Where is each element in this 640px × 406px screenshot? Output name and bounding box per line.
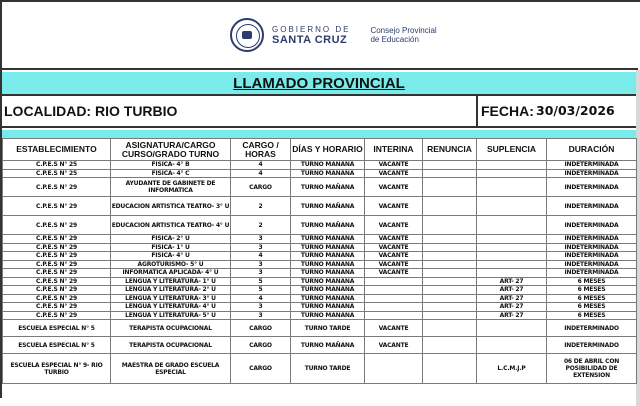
- table-row: [3, 320, 637, 337]
- cell-renuncia: [423, 303, 477, 312]
- cell-dias-horario: TURNO MAÑANA: [291, 294, 365, 303]
- table-row: [3, 286, 637, 295]
- cell-renuncia: [423, 311, 477, 320]
- cell-asignatura: FISICA- 1° U: [111, 243, 231, 252]
- cell-cargo-horas: 3: [231, 260, 291, 269]
- localidad-label: LOCALIDAD: RIO TURBIO: [4, 103, 178, 119]
- cell-asignatura: LENGUA Y LITERATURA- 2° U: [111, 286, 231, 295]
- cell-interina: VACANTE: [365, 235, 423, 244]
- cell-suplencia: ART- 27: [477, 303, 547, 312]
- cell-asignatura: EDUCACION ARTISTICA TEATRO- 3° U: [111, 197, 231, 216]
- cell-renuncia: [423, 337, 477, 354]
- cell-establecimiento: C.P.E.S N° 29: [3, 252, 111, 261]
- cell-asignatura: LENGUA Y LITERATURA- 4° U: [111, 303, 231, 312]
- cell-asignatura: MAESTRA DE GRADO ESCUELA ESPECIAL: [111, 354, 231, 384]
- logo-line-2: SANTA CRUZ: [272, 33, 348, 46]
- table-row: [3, 235, 637, 244]
- cell-establecimiento: C.P.E.S N° 29: [3, 277, 111, 286]
- cell-establecimiento: C.P.E.S N° 29: [3, 311, 111, 320]
- cell-interina: VACANTE: [365, 252, 423, 261]
- cell-suplencia: L.C.M.J.P: [477, 354, 547, 384]
- table-row: [3, 277, 637, 286]
- table-row: [3, 303, 637, 312]
- cell-suplencia: [477, 161, 547, 170]
- cell-renuncia: [423, 354, 477, 384]
- cell-establecimiento: ESCUELA ESPECIAL N° 5: [3, 337, 111, 354]
- cell-suplencia: [477, 260, 547, 269]
- cell-renuncia: [423, 161, 477, 170]
- spacer-band: [2, 130, 636, 138]
- cell-dias-horario: TURNO MAÑANA: [291, 178, 365, 197]
- cell-interina: VACANTE: [365, 161, 423, 170]
- col-header-establecimiento: ESTABLECIMIENTO: [3, 139, 111, 161]
- location-row: [2, 96, 636, 128]
- cell-cargo-horas: 4: [231, 294, 291, 303]
- provincial-seal-icon: [230, 18, 264, 52]
- cell-interina: [365, 354, 423, 384]
- col-header-suplencia: SUPLENCIA: [477, 139, 547, 161]
- cell-suplencia: [477, 243, 547, 252]
- cell-suplencia: [477, 235, 547, 244]
- cell-establecimiento: C.P.E.S N° 29: [3, 269, 111, 278]
- cell-dias-horario: TURNO MAÑANA: [291, 161, 365, 170]
- cell-dias-horario: TURNO MAÑANA: [291, 197, 365, 216]
- council-line-1: Consejo Provincial: [370, 26, 437, 35]
- cell-establecimiento: C.P.E.S N° 29: [3, 197, 111, 216]
- cell-duracion: 06 DE ABRIL CON POSIBILIDAD DE EXTENSION: [547, 354, 637, 384]
- cell-establecimiento: C.P.E.S N° 29: [3, 235, 111, 244]
- table-header-row: [3, 139, 637, 161]
- cell-interina: [365, 277, 423, 286]
- cell-cargo-horas: 2: [231, 197, 291, 216]
- cell-asignatura: EDUCACION ARTISTICA TEATRO- 4° U: [111, 216, 231, 235]
- table-row: [3, 269, 637, 278]
- cell-establecimiento: C.P.E.S N° 29: [3, 243, 111, 252]
- fecha-cell: [476, 96, 636, 126]
- table-row: [3, 260, 637, 269]
- cell-renuncia: [423, 320, 477, 337]
- cell-dias-horario: TURNO MAÑANA: [291, 235, 365, 244]
- cell-dias-horario: TURNO MAÑANA: [291, 311, 365, 320]
- cell-dias-horario: TURNO MAÑANA: [291, 260, 365, 269]
- cell-asignatura: TERAPISTA OCUPACIONAL: [111, 320, 231, 337]
- table-row: [3, 178, 637, 197]
- cell-asignatura: AGROTURISMO- 5° U: [111, 260, 231, 269]
- table-row: [3, 354, 637, 384]
- cell-establecimiento: ESCUELA ESPECIAL N° 9- RIO TURBIO: [3, 354, 111, 384]
- cell-interina: [365, 311, 423, 320]
- cell-duracion: 6 MESES: [547, 303, 637, 312]
- cell-dias-horario: TURNO MAÑANA: [291, 216, 365, 235]
- table-row: [3, 294, 637, 303]
- cell-renuncia: [423, 169, 477, 178]
- cell-renuncia: [423, 216, 477, 235]
- cell-duracion: INDETERMINADA: [547, 197, 637, 216]
- cell-duracion: INDETERMINADA: [547, 243, 637, 252]
- cell-duracion: INDETERMINADO: [547, 320, 637, 337]
- col-header-renuncia: RENUNCIA: [423, 139, 477, 161]
- table-row: [3, 337, 637, 354]
- fecha-label: FECHA:: [481, 103, 534, 119]
- cell-renuncia: [423, 286, 477, 295]
- cell-duracion: INDETERMINADA: [547, 178, 637, 197]
- cell-establecimiento: C.P.E.S N° 29: [3, 260, 111, 269]
- cell-interina: VACANTE: [365, 269, 423, 278]
- cell-asignatura: FISICA- 2° U: [111, 235, 231, 244]
- cell-suplencia: ART- 27: [477, 277, 547, 286]
- cell-dias-horario: TURNO TARDE: [291, 320, 365, 337]
- cell-duracion: 6 MESES: [547, 277, 637, 286]
- cell-duracion: INDETERMINADA: [547, 260, 637, 269]
- table-row: [3, 216, 637, 235]
- cell-cargo-horas: 4: [231, 161, 291, 170]
- cell-cargo-horas: 5: [231, 277, 291, 286]
- cell-establecimiento: C.P.E.S N° 29: [3, 178, 111, 197]
- cell-establecimiento: ESCUELA ESPECIAL N° 5: [3, 320, 111, 337]
- cell-suplencia: [477, 337, 547, 354]
- council-line-2: de Educación: [370, 35, 419, 44]
- cell-asignatura: INFORMATICA APLICADA- 4° U: [111, 269, 231, 278]
- cell-cargo-horas: 3: [231, 311, 291, 320]
- cell-renuncia: [423, 269, 477, 278]
- letterhead: [2, 2, 638, 70]
- cell-interina: VACANTE: [365, 216, 423, 235]
- cell-renuncia: [423, 197, 477, 216]
- cell-interina: VACANTE: [365, 337, 423, 354]
- fecha-value: 30/03/2026: [536, 103, 615, 118]
- cell-asignatura: AYUDANTE DE GABINETE DE INFORMATICA: [111, 178, 231, 197]
- cell-asignatura: FISICA- 4° B: [111, 161, 231, 170]
- cell-duracion: INDETERMINADA: [547, 161, 637, 170]
- logo: [230, 17, 437, 53]
- title-band: [2, 72, 636, 96]
- page-title: LLAMADO PROVINCIAL: [233, 75, 405, 92]
- cell-asignatura: LENGUA Y LITERATURA- 5° U: [111, 311, 231, 320]
- cell-cargo-horas: 3: [231, 235, 291, 244]
- cell-establecimiento: C.P.E.S N° 29: [3, 303, 111, 312]
- table-row: [3, 252, 637, 261]
- logo-line-1: GOBIERNO DE: [272, 24, 351, 34]
- cell-cargo-horas: CARGO: [231, 337, 291, 354]
- cell-suplencia: [477, 169, 547, 178]
- cell-asignatura: FISICA- 4° C: [111, 169, 231, 178]
- cell-dias-horario: TURNO MAÑANA: [291, 243, 365, 252]
- cell-establecimiento: C.P.E.S N° 29: [3, 286, 111, 295]
- table-row: [3, 197, 637, 216]
- cell-duracion: INDETERMINADA: [547, 252, 637, 261]
- cell-interina: [365, 294, 423, 303]
- cell-renuncia: [423, 294, 477, 303]
- col-header-dias-horario: DÍAS Y HORARIO: [291, 139, 365, 161]
- cell-cargo-horas: 5: [231, 286, 291, 295]
- cell-cargo-horas: CARGO: [231, 354, 291, 384]
- cell-cargo-horas: 3: [231, 269, 291, 278]
- cell-cargo-horas: 4: [231, 252, 291, 261]
- cell-suplencia: [477, 178, 547, 197]
- cell-dias-horario: TURNO MAÑANA: [291, 286, 365, 295]
- cell-renuncia: [423, 243, 477, 252]
- cell-dias-horario: TURNO MAÑANA: [291, 277, 365, 286]
- cell-interina: VACANTE: [365, 260, 423, 269]
- cell-asignatura: LENGUA Y LITERATURA- 3° U: [111, 294, 231, 303]
- cell-duracion: INDETERMINADA: [547, 216, 637, 235]
- table-row: [3, 311, 637, 320]
- cell-duracion: 6 MESES: [547, 311, 637, 320]
- cell-establecimiento: C.P.E.S N° 29: [3, 216, 111, 235]
- cell-dias-horario: TURNO TARDE: [291, 354, 365, 384]
- cell-interina: VACANTE: [365, 178, 423, 197]
- cell-renuncia: [423, 235, 477, 244]
- cell-suplencia: [477, 320, 547, 337]
- col-header-interina: INTERINA: [365, 139, 423, 161]
- cell-dias-horario: TURNO MAÑANA: [291, 169, 365, 178]
- cell-duracion: INDETERMINADA: [547, 269, 637, 278]
- cell-asignatura: TERAPISTA OCUPACIONAL: [111, 337, 231, 354]
- cell-asignatura: LENGUA Y LITERATURA- 1° U: [111, 277, 231, 286]
- cell-asignatura: FISICA- 4° U: [111, 252, 231, 261]
- cell-suplencia: ART- 27: [477, 286, 547, 295]
- government-name: [272, 25, 350, 46]
- cell-duracion: INDETERMINADO: [547, 337, 637, 354]
- cell-dias-horario: TURNO MAÑANA: [291, 252, 365, 261]
- cell-establecimiento: C.P.E.S N° 25: [3, 169, 111, 178]
- cell-interina: [365, 286, 423, 295]
- council-name: [370, 26, 436, 44]
- cell-cargo-horas: 4: [231, 169, 291, 178]
- cell-renuncia: [423, 252, 477, 261]
- cell-establecimiento: C.P.E.S N° 25: [3, 161, 111, 170]
- cell-interina: VACANTE: [365, 169, 423, 178]
- vacancies-table: [2, 138, 637, 384]
- cell-suplencia: [477, 269, 547, 278]
- cell-cargo-horas: 3: [231, 243, 291, 252]
- cell-cargo-horas: 2: [231, 216, 291, 235]
- cell-suplencia: [477, 197, 547, 216]
- cell-dias-horario: TURNO MAÑANA: [291, 337, 365, 354]
- cell-suplencia: [477, 252, 547, 261]
- cell-interina: [365, 303, 423, 312]
- col-header-duracion: DURACIÓN: [547, 139, 637, 161]
- table-row: [3, 161, 637, 170]
- cell-duracion: 6 MESES: [547, 286, 637, 295]
- table-row: [3, 243, 637, 252]
- col-header-cargo-horas: CARGO / HORAS: [231, 139, 291, 161]
- table-row: [3, 169, 637, 178]
- cell-cargo-horas: 3: [231, 303, 291, 312]
- cell-establecimiento: C.P.E.S N° 29: [3, 294, 111, 303]
- cell-renuncia: [423, 260, 477, 269]
- cell-duracion: INDETERMINADA: [547, 235, 637, 244]
- cell-interina: VACANTE: [365, 320, 423, 337]
- cell-interina: VACANTE: [365, 197, 423, 216]
- cell-renuncia: [423, 178, 477, 197]
- cell-renuncia: [423, 277, 477, 286]
- cell-suplencia: ART- 27: [477, 311, 547, 320]
- cell-dias-horario: TURNO MAÑANA: [291, 303, 365, 312]
- cell-interina: VACANTE: [365, 243, 423, 252]
- cell-cargo-horas: CARGO: [231, 178, 291, 197]
- cell-dias-horario: TURNO MAÑANA: [291, 269, 365, 278]
- cell-duracion: 6 MESES: [547, 294, 637, 303]
- cell-duracion: INDETERMINADA: [547, 169, 637, 178]
- cell-cargo-horas: CARGO: [231, 320, 291, 337]
- col-header-asignatura: ASIGNATURA/CARGO CURSO/GRADO TURNO: [111, 139, 231, 161]
- cell-suplencia: ART- 27: [477, 294, 547, 303]
- cell-suplencia: [477, 216, 547, 235]
